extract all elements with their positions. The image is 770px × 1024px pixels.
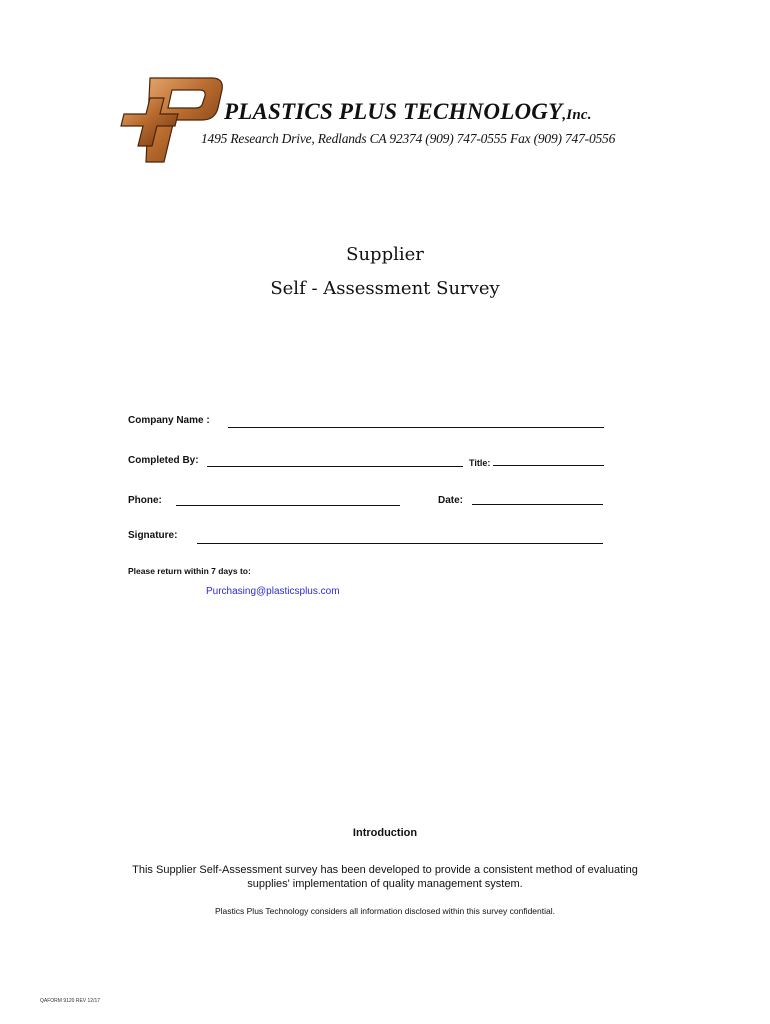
company-name-field[interactable] bbox=[228, 427, 604, 428]
document-title: Supplier bbox=[346, 244, 424, 265]
signature-label: Signature: bbox=[128, 530, 178, 541]
return-email-link[interactable]: Purchasing@plasticsplus.com bbox=[206, 586, 340, 597]
phone-label: Phone: bbox=[128, 495, 162, 506]
intro-body-line-2: supplies' implementation of quality management system. bbox=[247, 878, 523, 890]
company-name-text: PLASTICS PLUS TECHNOLOGY bbox=[224, 99, 563, 124]
title-label: Title: bbox=[469, 458, 491, 468]
date-field[interactable] bbox=[472, 504, 603, 505]
form-code: QAFORM 9120 REV 12/17 bbox=[40, 998, 101, 1004]
signature-field[interactable] bbox=[197, 543, 603, 544]
company-logo-icon bbox=[112, 74, 224, 166]
company-name bbox=[224, 99, 592, 125]
completed-by-label: Completed By: bbox=[128, 455, 199, 466]
company-suffix: ,Inc. bbox=[562, 107, 592, 123]
document-subtitle: Self - Assessment Survey bbox=[270, 278, 500, 299]
intro-heading: Introduction bbox=[352, 827, 418, 839]
return-note: Please return within 7 days to: bbox=[128, 566, 251, 576]
intro-body-line-1: This Supplier Self-Assessment survey has been developed to provide a consistent method of evaluating bbox=[132, 864, 638, 876]
confidential-note: Plastics Plus Technology considers all information disclosed within this survey confidential. bbox=[214, 906, 555, 916]
completed-by-field[interactable] bbox=[207, 466, 463, 467]
date-label: Date: bbox=[438, 495, 464, 506]
intro-body bbox=[0, 863, 770, 891]
phone-field[interactable] bbox=[176, 505, 400, 506]
company-address: 1495 Research Drive, Redlands CA 92374 (909) 747-0555 Fax (909) 747-0556 bbox=[201, 131, 616, 146]
title-field[interactable] bbox=[493, 465, 604, 466]
company-name-label: Company Name : bbox=[128, 415, 210, 426]
